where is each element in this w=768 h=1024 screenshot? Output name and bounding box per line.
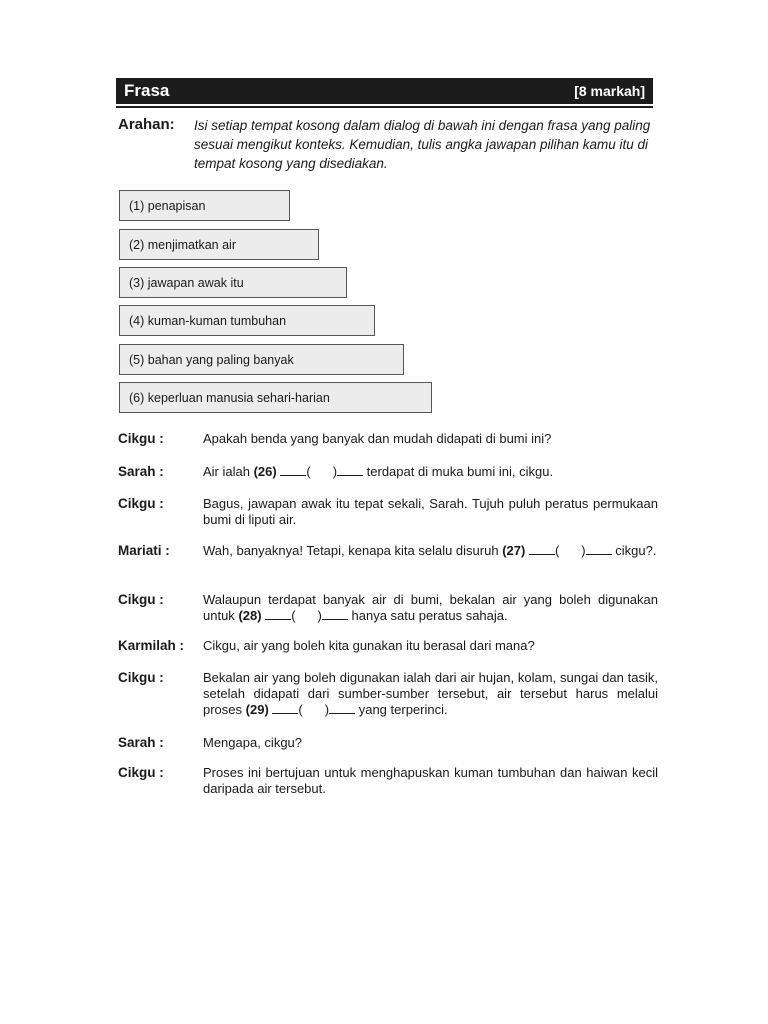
instruction-label: Arahan: <box>118 116 175 133</box>
speech-text: Mengapa, cikgu? <box>203 735 303 750</box>
option-box: (4) kuman-kuman tumbuhan <box>119 305 375 336</box>
speech-part: Air ialah <box>203 464 250 479</box>
answer-blank[interactable] <box>265 608 291 620</box>
speaker-name: Cikgu : <box>118 670 164 685</box>
section-header <box>116 78 653 104</box>
answer-blank[interactable] <box>272 702 298 714</box>
speech-text: Bekalan air yang boleh digunakan ialah dari air hujan, kolam, sungai dan tasik, setelah didapati dari sumber-sumber tersebut, air tersebut harus melalui proses (29) ( ) yang terperinci. <box>203 670 658 717</box>
option-box: (5) bahan yang paling banyak <box>119 344 404 375</box>
header-divider <box>116 106 653 108</box>
option-box: (3) jawapan awak itu <box>119 267 347 298</box>
speech-part: hanya satu peratus sahaja. <box>351 608 508 623</box>
speech-part: terdapat di muka bumi ini, cikgu. <box>366 464 554 479</box>
question-number: (27) <box>502 543 526 558</box>
speech-text: Wah, banyaknya! Tetapi, kenapa kita selalu disuruh (27) ( ) cikgu?. <box>203 543 657 558</box>
answer-blank[interactable] <box>337 464 363 476</box>
speaker-name: Mariati : <box>118 543 170 558</box>
speaker-name: Sarah : <box>118 464 164 479</box>
speech-text: Proses ini bertujuan untuk menghapuskan kuman tumbuhan dan haiwan kecil daripada air tersebut. <box>203 765 658 796</box>
speech-part: Bekalan air yang boleh digunakan ialah dari air hujan, kolam, sungai dan tasik, setelah didapati dari sumber-sumber tersebut, air tersebut harus melalui proses <box>203 670 658 717</box>
speaker-name: Cikgu : <box>118 765 164 780</box>
answer-blank[interactable] <box>280 464 306 476</box>
question-number: (28) <box>238 608 262 623</box>
answer-blank[interactable] <box>329 702 355 714</box>
answer-blank[interactable] <box>529 543 555 555</box>
speech-part: Walaupun terdapat banyak air di bumi, bekalan air yang boleh digunakan untuk <box>203 592 658 623</box>
speaker-name: Cikgu : <box>118 431 164 446</box>
section-marks: [8 markah] <box>574 83 645 99</box>
speech-part: Wah, banyaknya! Tetapi, kenapa kita selalu disuruh <box>203 543 499 558</box>
speaker-name: Sarah : <box>118 735 164 750</box>
question-number: (26) <box>253 464 277 479</box>
option-box: (1) penapisan <box>119 190 290 221</box>
answer-blank[interactable] <box>586 543 612 555</box>
speaker-name: Cikgu : <box>118 496 164 511</box>
option-box: (6) keperluan manusia sehari-harian <box>119 382 432 413</box>
speech-part: cikgu?. <box>615 543 657 558</box>
option-box: (2) menjimatkan air <box>119 229 319 260</box>
speech-text: Air ialah (26) ( ) terdapat di muka bumi ini, cikgu. <box>203 464 554 479</box>
speech-part: yang terperinci. <box>358 702 448 717</box>
speech-text: Bagus, jawapan awak itu tepat sekali, Sarah. Tujuh puluh peratus permukaan bumi di liputi air. <box>203 496 658 527</box>
instruction-text: Isi setiap tempat kosong dalam dialog di bawah ini dengan frasa yang paling sesuai mengikut konteks. Kemudian, tulis angka jawapan pilihan kamu itu di tempat kosong yang disediakan. <box>194 118 651 171</box>
speech-text: Walaupun terdapat banyak air di bumi, bekalan air yang boleh digunakan untuk (28) ( ) hanya satu peratus sahaja. <box>203 592 658 623</box>
speaker-name: Cikgu : <box>118 592 164 607</box>
answer-blank[interactable] <box>322 608 348 620</box>
speech-text: Apakah benda yang banyak dan mudah didapati di bumi ini? <box>203 431 552 446</box>
question-number: (29) <box>245 702 269 717</box>
speech-text: Cikgu, air yang boleh kita gunakan itu berasal dari mana? <box>203 638 535 653</box>
speaker-name: Karmilah : <box>118 638 185 653</box>
section-title: Frasa <box>124 81 170 100</box>
